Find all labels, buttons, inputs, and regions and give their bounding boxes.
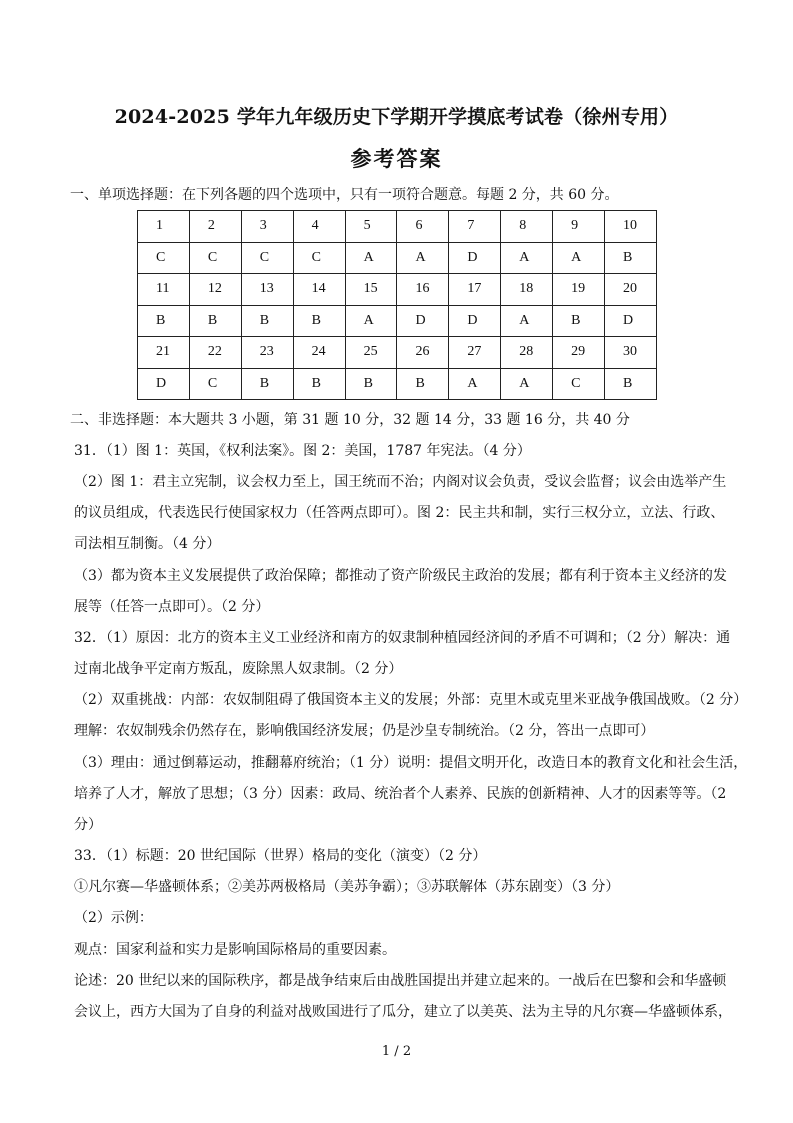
answer-letter-cell: C	[553, 368, 605, 400]
answer-table-row	[138, 337, 657, 369]
question-number-cell: 16	[397, 274, 449, 306]
answer-letter-cell: A	[345, 242, 397, 274]
answer-table	[137, 210, 657, 400]
answer-letter-cell: B	[293, 305, 345, 337]
answer-letter-cell: B	[138, 305, 190, 337]
answer-letter-cell: A	[501, 305, 553, 337]
answer-line: 32．（1）原因：北方的资本主义工业经济和南方的奴隶制种植园经济间的矛盾不可调和；（2 分）解决：通	[74, 630, 731, 646]
answer-letter-cell: A	[345, 305, 397, 337]
question-number-cell: 12	[189, 274, 241, 306]
answer-letter-cell: B	[241, 305, 293, 337]
answer-letter-cell: A	[397, 242, 449, 274]
answer-letter-cell: B	[189, 305, 241, 337]
answer-line: 会议上，西方大国为了自身的利益对战败国进行了瓜分，建立了以美英、法为主导的凡尔赛—华盛顿体系，	[74, 1004, 732, 1020]
section1-heading: 一、单项选择题：在下列各题的四个选项中，只有一项符合题意。每题 2 分，共 60 分。	[70, 187, 619, 203]
question-number-cell: 18	[501, 274, 553, 306]
answer-table-row	[138, 305, 657, 337]
question-number-cell: 9	[553, 211, 605, 243]
question-number-cell: 30	[605, 337, 657, 369]
answer-letter-cell: B	[553, 305, 605, 337]
answer-letter-cell: C	[138, 242, 190, 274]
question-number-cell: 20	[605, 274, 657, 306]
answer-letter-cell: B	[605, 368, 657, 400]
question-number-cell: 15	[345, 274, 397, 306]
answer-table-row	[138, 211, 657, 243]
question-number-cell: 1	[138, 211, 190, 243]
answer-line: 观点：国家利益和实力是影响国际格局的重要因素。	[74, 942, 396, 958]
answer-letter-cell: A	[501, 368, 553, 400]
question-number-cell: 14	[293, 274, 345, 306]
answer-line: 33．（1）标题：20 世纪国际（世界）格局的变化（演变）（2 分）	[74, 848, 487, 864]
answer-line: 分）	[74, 817, 102, 833]
answer-letter-cell: B	[345, 368, 397, 400]
question-number-cell: 19	[553, 274, 605, 306]
question-number-cell: 8	[501, 211, 553, 243]
answer-line: ①凡尔赛—华盛顿体系；②美苏两极格局（美苏争霸）；③苏联解体（苏东剧变）（3 分）	[74, 879, 620, 895]
answer-letter-cell: B	[241, 368, 293, 400]
question-number-cell: 4	[293, 211, 345, 243]
answer-letter-cell: C	[189, 242, 241, 274]
answer-letter-cell: D	[449, 305, 501, 337]
answer-line: 过南北战争平定南方叛乱，废除黑人奴隶制。（2 分）	[74, 661, 403, 677]
answer-letter-cell: B	[293, 368, 345, 400]
answer-table-row	[138, 242, 657, 274]
answer-line: 31．（1）图 1：英国，《权利法案》。图 2：美国，1787 年宪法。（4 分）	[74, 443, 531, 459]
document-subtitle: 参考答案	[350, 146, 443, 171]
document-title: 2024-2025 学年九年级历史下学期开学摸底考试卷（徐州专用）	[114, 106, 679, 128]
answer-line: （2）示例：	[74, 910, 153, 926]
question-number-cell: 5	[345, 211, 397, 243]
question-number-cell: 2	[189, 211, 241, 243]
answer-letter-cell: C	[293, 242, 345, 274]
answer-letter-cell: C	[241, 242, 293, 274]
question-number-cell: 25	[345, 337, 397, 369]
section2-heading: 二、非选择题：本大题共 3 小题，第 31 题 10 分，32 题 14 分，33 题 16 分，共 40 分	[70, 412, 630, 428]
question-number-cell: 11	[138, 274, 190, 306]
question-number-cell: 26	[397, 337, 449, 369]
answer-line: 论述：20 世纪以来的国际秩序，都是战争结束后由战胜国提出并建立起来的。一战后在巴黎和会和华盛顿	[74, 973, 727, 989]
answer-line: （2）图 1：君主立宪制，议会权力至上，国王统而不治；内阁对议会负责，受议会监督；议会由选举产生	[74, 474, 727, 490]
answer-letter-cell: B	[397, 368, 449, 400]
answer-table-row	[138, 368, 657, 400]
question-number-cell: 7	[449, 211, 501, 243]
question-number-cell: 27	[449, 337, 501, 369]
answer-table-row	[138, 274, 657, 306]
answer-letter-cell: A	[553, 242, 605, 274]
question-number-cell: 17	[449, 274, 501, 306]
answer-line: 的议员组成，代表选民行使国家权力（任答两点即可）。图 2：民主共和制，实行三权分立，立法、行政、	[74, 505, 725, 521]
answer-line: 司法相互制衡。（4 分）	[74, 536, 221, 552]
answer-line: 理解：农奴制残余仍然存在，影响俄国经济发展；仍是沙皇专制统治。（2 分，答出一点即可）	[74, 723, 655, 739]
answer-line: （3）都为资本主义发展提供了政治保障；都推动了资产阶级民主政治的发展；都有利于资本主义经济的发	[74, 568, 727, 584]
answer-letter-cell: B	[605, 242, 657, 274]
question-number-cell: 21	[138, 337, 190, 369]
answer-letter-cell: D	[449, 242, 501, 274]
answer-line: （2）双重挑战：内部：农奴制阻碍了俄国资本主义的发展；外部：克里木或克里米亚战争俄国战败。（2 分）	[74, 692, 748, 708]
question-number-cell: 23	[241, 337, 293, 369]
answer-letter-cell: A	[501, 242, 553, 274]
answer-letter-cell: C	[189, 368, 241, 400]
answer-letter-cell: D	[605, 305, 657, 337]
question-number-cell: 28	[501, 337, 553, 369]
answer-letter-cell: A	[449, 368, 501, 400]
question-number-cell: 3	[241, 211, 293, 243]
question-number-cell: 29	[553, 337, 605, 369]
question-number-cell: 13	[241, 274, 293, 306]
answer-letter-cell: D	[397, 305, 449, 337]
answer-line: 培养了人才，解放了思想；（3 分）因素：政局、统治者个人素养、民族的创新精神、人才的因素等等。（2	[74, 786, 727, 802]
answer-line: （3）理由：通过倒幕运动，推翻幕府统治；（1 分）说明：提倡文明开化，改造日本的教育文化和社会生活，	[74, 755, 748, 771]
question-number-cell: 6	[397, 211, 449, 243]
question-number-cell: 22	[189, 337, 241, 369]
question-number-cell: 10	[605, 211, 657, 243]
page-number: 1 / 2	[381, 1044, 412, 1059]
question-number-cell: 24	[293, 337, 345, 369]
answer-letter-cell: D	[138, 368, 190, 400]
answer-line: 展等（任答一点即可）。（2 分）	[74, 599, 270, 615]
